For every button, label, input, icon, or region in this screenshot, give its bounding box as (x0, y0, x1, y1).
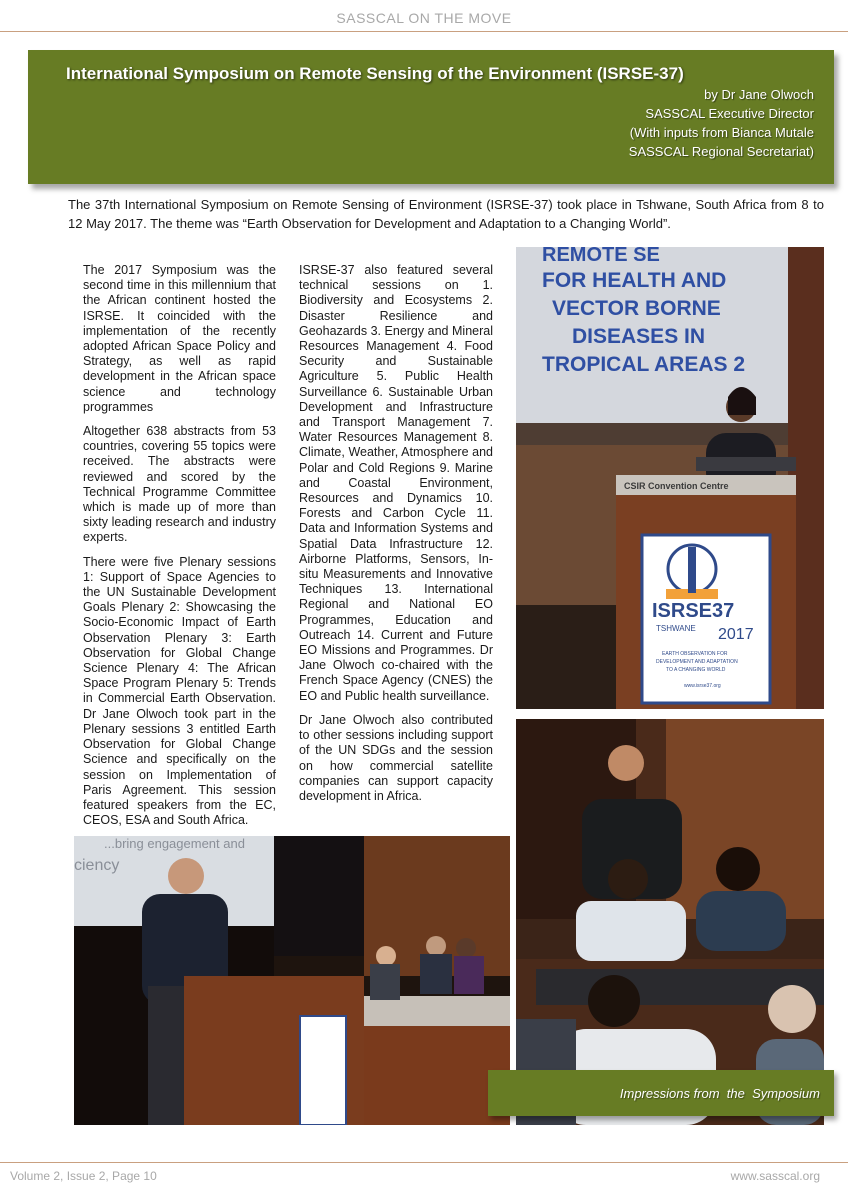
slide-text-line: FOR HEALTH AND (542, 269, 727, 292)
byline (629, 85, 814, 161)
byline-secretariat: SASSCAL Regional Secretariat) (628, 144, 814, 159)
paragraph: Dr Jane Olwoch also contributed to other sessions including support of the UN SDGs and the session on how commercial satellite companies can support capacity development in Africa. (299, 712, 493, 803)
photo-audience (516, 719, 824, 1125)
paragraph: There were five Plenary sessions 1: Support of Space Agencies to the UN Sustainable Development Goals Plenary 2: Showcasing the Socio-Economic Impact of Earth Observation Plenary 3: Earth Observation for Global Change Science Plenary 4: The African Space Program Plenary 5: Trends in Commercial Earth Observation. Dr Jane Olwoch took part in the Plenary sessions 3 entitled Earth Observation for Global Change Science and specifically on the session on Implementation of Paris Agreement. This session featured speakers from the EC, CEOS, ESA and South Africa. (83, 554, 276, 828)
running-header: SASSCAL ON THE MOVE (336, 10, 512, 26)
byline-role: SASSCAL Executive Director (645, 106, 814, 121)
paragraph: Altogether 638 abstracts from 53 countries, covering 55 topics were received. The abstracts were reviewed and scored by the Technical Programme Committee which is made up of more than sixty leading research and industry experts. (83, 424, 276, 545)
paragraph: ISRSE-37 also featured several technical sessions on 1. Biodiversity and Ecosystems 2. Disaster Resilience and Geohazards 3. Energy and Mineral Resources Management 4. Food Security and Sustainable Agriculture 5. Public Health Surveillance 6. Sustainable Urban Development and Infrastructure and Transport Management 7. Water Resources Management 8. Climate, Weather, Atmosphere and Polar and Cold Regions 9. Marine and Coastal Environment, Resources and Dynamics 10. Forests and Carbon Cycle 11. Data and Information Systems and Spatial Data Infrastructure 12. Airborne Platforms, Sensors, In-situ Measurements and Innovative Techniques 13. International Regional and National EO Programmes, Education and Outreach 14. Current and Future EO Missions and Programmes. Dr Jane Olwoch co-chaired with the French Space Agency (CNES) the EO and Public health surveillance. (299, 263, 493, 703)
event-banner-city: TSHWANE (656, 624, 696, 633)
podium-sign: CSIR Convention Centre (624, 481, 729, 491)
intro-paragraph: The 37th International Symposium on Remote Sensing of Environment (ISRSE-37) took place in Tshwane, South Africa from 8 to 12 May 2017. The theme was “Earth Observation for Development and Adaptation to a Changing World”. (68, 197, 824, 231)
event-banner-year: 2017 (718, 626, 754, 643)
title-banner (28, 50, 834, 184)
byline-inputs: (With inputs from Bianca Mutale (629, 125, 814, 140)
event-banner-title: ISRSE37 (652, 600, 735, 622)
column-1 (83, 263, 276, 837)
screen-text: ...bring engagement and (104, 836, 245, 851)
footer-rule (0, 1162, 848, 1163)
column-2 (299, 263, 493, 813)
slide-text-line: VECTOR BORNE (552, 297, 721, 320)
photo-caption-box (488, 1070, 834, 1116)
footer-website: www.sasscal.org (730, 1169, 820, 1183)
slide-text-line: TROPICAL AREAS 2 (542, 353, 746, 376)
event-banner-tagline: EARTH OBSERVATION FOR (662, 651, 728, 657)
header-rule (0, 31, 848, 32)
photo-caption: Impressions from the Symposium (619, 1086, 820, 1101)
slide-text-line: DISEASES IN (572, 325, 706, 348)
event-banner-url: www.isrse37.org (684, 683, 721, 689)
event-banner-tagline: DEVELOPMENT AND ADAPTATION (656, 659, 738, 665)
article-title: International Symposium on Remote Sensing of the Environment (ISRSE-37) (66, 64, 684, 83)
paragraph: The 2017 Symposium was the second time in this millennium that the African continent hosted the ISRSE. It coincided with the implementation of the recently adopted African Space Policy and Strategy, as well as rapid development in the African space science and technology programmes (83, 263, 276, 414)
screen-text: ciency (74, 857, 120, 874)
photo-speaker-podium (516, 247, 824, 709)
slide-text-line: REMOTE SE (542, 247, 660, 266)
photo-panel-session (74, 836, 510, 1125)
byline-author: by Dr Jane Olwoch (704, 87, 814, 102)
event-banner-tagline: TO A CHANGING WORLD (666, 667, 726, 673)
footer-issue: Volume 2, Issue 2, Page 10 (10, 1169, 157, 1183)
